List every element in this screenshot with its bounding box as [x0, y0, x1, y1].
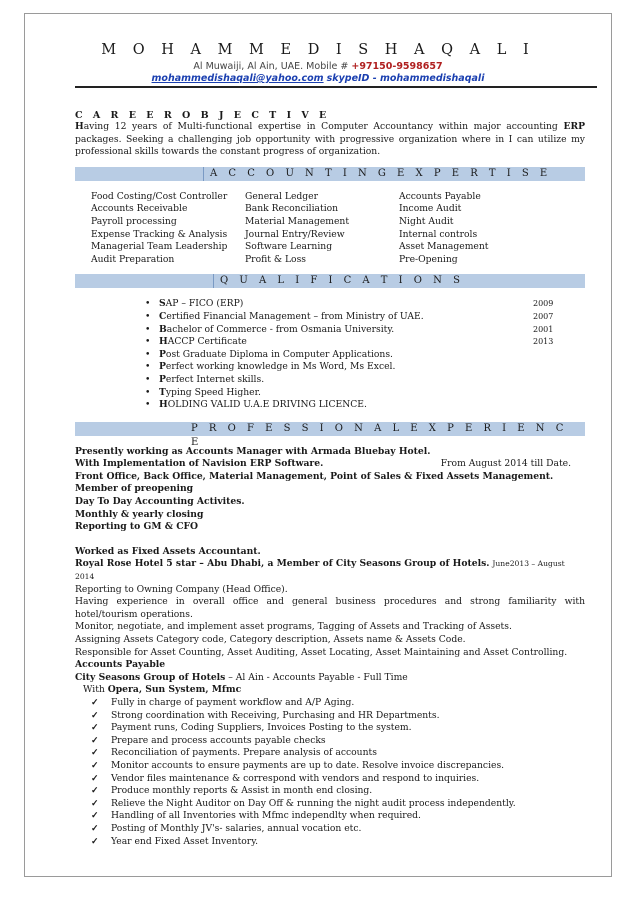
- qualification-year: [533, 361, 585, 374]
- job-armada: Presently working as Accounts Manager with Armada Bluebay Hotel. With Implementation of Navision ERP Software. From August 2014 till Date. Front Office, Back Office, Material Management, Point of Sales & Fixed Assets Management. Member of preopening Day To Day Accounting Activites. Monthly & yearly closing Reporting to GM & CFO: [75, 446, 585, 534]
- experience-heading: P R O F E S S I O N A L E X P E R I E N C E: [185, 422, 585, 436]
- skill-item: Accounts Payable: [399, 190, 481, 202]
- qualification-year: 2013: [533, 337, 554, 347]
- job-city-seasons: [75, 659, 585, 848]
- qualification-text: • HACCP Certificate: [159, 336, 247, 348]
- qualification-text: • Perfect Internet skills.: [159, 373, 265, 385]
- skill-item: Pre-Opening: [399, 253, 458, 265]
- job1-title: Presently working as Accounts Manager with Armada Bluebay Hotel.: [75, 445, 431, 457]
- address-text: Al Muwaiji, Al Ain, UAE. Mobile #: [193, 61, 349, 72]
- skill-item: Payroll processing: [91, 215, 177, 227]
- address-line: [25, 61, 611, 72]
- skill-item: Night Audit: [399, 215, 454, 227]
- skill-item: Income Audit: [399, 203, 462, 215]
- skill-item: Managerial Team Leadership: [91, 241, 228, 253]
- qualification-year: [533, 374, 585, 387]
- duty-item: ✓ Prepare and process accounts payable checks: [91, 735, 585, 748]
- header-divider: [75, 86, 597, 88]
- qualification-text: • SAP – FICO (ERP): [159, 298, 244, 310]
- skill-item: Accounts Receivable: [91, 203, 188, 215]
- skill-item: Audit Preparation: [91, 253, 175, 265]
- email-link[interactable]: mohammedishaqali@yahoo.com: [151, 73, 324, 84]
- skill-item: General Ledger: [245, 190, 318, 202]
- skill-item: Bank Reconciliation: [245, 203, 339, 215]
- qualification-item: [145, 324, 585, 337]
- qualification-year: 2001: [533, 324, 554, 334]
- job3-duties-list: [91, 697, 585, 848]
- resume-page: [24, 13, 612, 877]
- accounting-expertise-band: [75, 167, 585, 181]
- job1-date: From August 2014 till Date.: [440, 458, 571, 470]
- duty-item: ✓ Handling of all Inventories with Mfmc independlty when required.: [91, 810, 585, 823]
- duty-item: ✓ Posting of Monthly JV's- salaries, annual vocation etc.: [91, 823, 585, 836]
- duty-item: ✓ Reconciliation of payments. Prepare analysis of accounts: [91, 747, 585, 760]
- job2-employer-line: Royal Rose Hotel 5 star – Abu Dhabi, a Member of City Seasons Group of Hotels. June2013 – August 2014: [75, 558, 565, 582]
- duty-item: ✓ Year end Fixed Asset Inventory.: [91, 836, 585, 849]
- duty-item: ✓ Relieve the Night Auditor on Day Off & running the night audit process independently.: [91, 798, 585, 811]
- objective-heading: C A R E E R O B J E C T I V E: [75, 110, 330, 121]
- job-royal-rose: Worked as Fixed Assets Accountant. Royal Rose Hotel 5 star – Abu Dhabi, a Member of City Seasons Group of Hotels. June2013 – August 2014 Reporting to Owning Company (Head Office). Having experience in overall office and general business procedures and strong familiarity with hotel/tourism operations. Monitor, negotiate, and implement asset programs, Tagging of Assets and Tracking of Assets. Assigning Assets Category code, Category description, Assets name & Assets Code. Responsible for Asset Counting, Asset Auditing, Asset Locating, Asset Maintaining and Asset Controlling.: [75, 545, 585, 658]
- skill-item: Material Management: [245, 215, 350, 227]
- duty-item: ✓ Produce monthly reports & Assist in month end closing.: [91, 785, 585, 798]
- objective-first-letter: H: [75, 121, 84, 132]
- job2-title: Worked as Fixed Assets Accountant.: [75, 545, 261, 557]
- qualifications-list: [145, 298, 585, 411]
- qualification-item: [145, 361, 585, 374]
- skill-item: Internal controls: [399, 228, 478, 240]
- qualification-year: [533, 349, 585, 362]
- duty-item: ✓ Fully in charge of payment workflow and A/P Aging.: [91, 697, 585, 710]
- resume-body: [75, 96, 585, 848]
- qualification-item: [145, 311, 585, 324]
- job1-erp-line: With Implementation of Navision ERP Software. From August 2014 till Date.: [75, 458, 571, 470]
- duty-item: ✓ Strong coordination with Receiving, Purchasing and HR Departments.: [91, 710, 585, 723]
- qualification-year: [533, 399, 585, 412]
- candidate-name: M O H A M M E D I S H A Q A L I: [101, 42, 535, 58]
- qualification-text: • Typing Speed Higher.: [159, 386, 261, 398]
- qualification-item: [145, 336, 585, 349]
- qualification-text: • Post Graduate Diploma in Computer Applications.: [159, 348, 393, 360]
- accounting-expertise-heading: A C C O U N T I N G E X P E R T I S E: [203, 167, 557, 181]
- skype-id: skypeID - mohammedishaqali: [326, 73, 485, 84]
- qualification-item: [145, 349, 585, 362]
- skill-item: Asset Management: [399, 241, 489, 253]
- job2-date: June2013 – August 2014: [75, 559, 565, 582]
- experience-band: [75, 422, 585, 448]
- qualification-year: 2007: [533, 311, 554, 321]
- mobile-number: +97150-9598657: [351, 61, 443, 72]
- qualifications-band: [75, 274, 585, 288]
- contact-line: [25, 73, 611, 84]
- qualification-text: • Bachelor of Commerce - from Osmania University.: [159, 323, 395, 335]
- qualification-text: • Certified Financial Management – from Ministry of UAE.: [159, 310, 424, 322]
- skill-item: Software Learning: [245, 241, 333, 253]
- skill-item: Journal Entry/Review: [245, 228, 345, 240]
- skill-item: Profit & Loss: [245, 253, 307, 265]
- qualification-item: [145, 374, 585, 387]
- duty-item: ✓ Monitor accounts to ensure payments are up to date. Resolve invoice discrepancies.: [91, 760, 585, 773]
- objective-text: Having 12 years of Multi-functional expertise in Computer Accountancy within major accounting ERP packages. Seeking a challenging job opportunity with progressive organization where in I can utilize my professional skills towards the constant progress of organization.: [75, 121, 585, 158]
- qualifications-heading: Q U A L I F I C A T I O N S: [213, 274, 470, 288]
- objective-end: packages. Seeking a challenging job opportunity with progressive organization where in I can utilize my professional skills towards the constant progress of organization.: [75, 133, 585, 158]
- qualification-item: [145, 399, 585, 412]
- skill-item: Food Costing/Cost Controller: [91, 190, 228, 202]
- erp-bold: ERP: [563, 121, 585, 132]
- skill-item: Expense Tracking & Analysis: [91, 228, 228, 240]
- qualification-text: • Perfect working knowledge in Ms Word, Ms Excel.: [159, 361, 396, 373]
- qualification-year: 2009: [533, 299, 554, 309]
- duty-item: ✓ Vendor files maintenance & correspond with vendors and respond to inquiries.: [91, 773, 585, 786]
- job3-systems-line: With Opera, Sun System, Mfmc: [83, 684, 242, 696]
- qualification-text: • HOLDING VALID U.A.E DRIVING LICENCE.: [159, 399, 367, 411]
- job3-title: Accounts Payable: [75, 659, 166, 671]
- skills-grid: [91, 191, 585, 267]
- qualification-item: [145, 298, 585, 311]
- duty-item: ✓ Payment runs, Coding Suppliers, Invoices Posting to the system.: [91, 722, 585, 735]
- qualification-item: [145, 387, 585, 400]
- qualification-year: [533, 387, 585, 400]
- job3-employer-line: City Seasons Group of Hotels – Al Ain - Accounts Payable - Full Time: [75, 671, 408, 683]
